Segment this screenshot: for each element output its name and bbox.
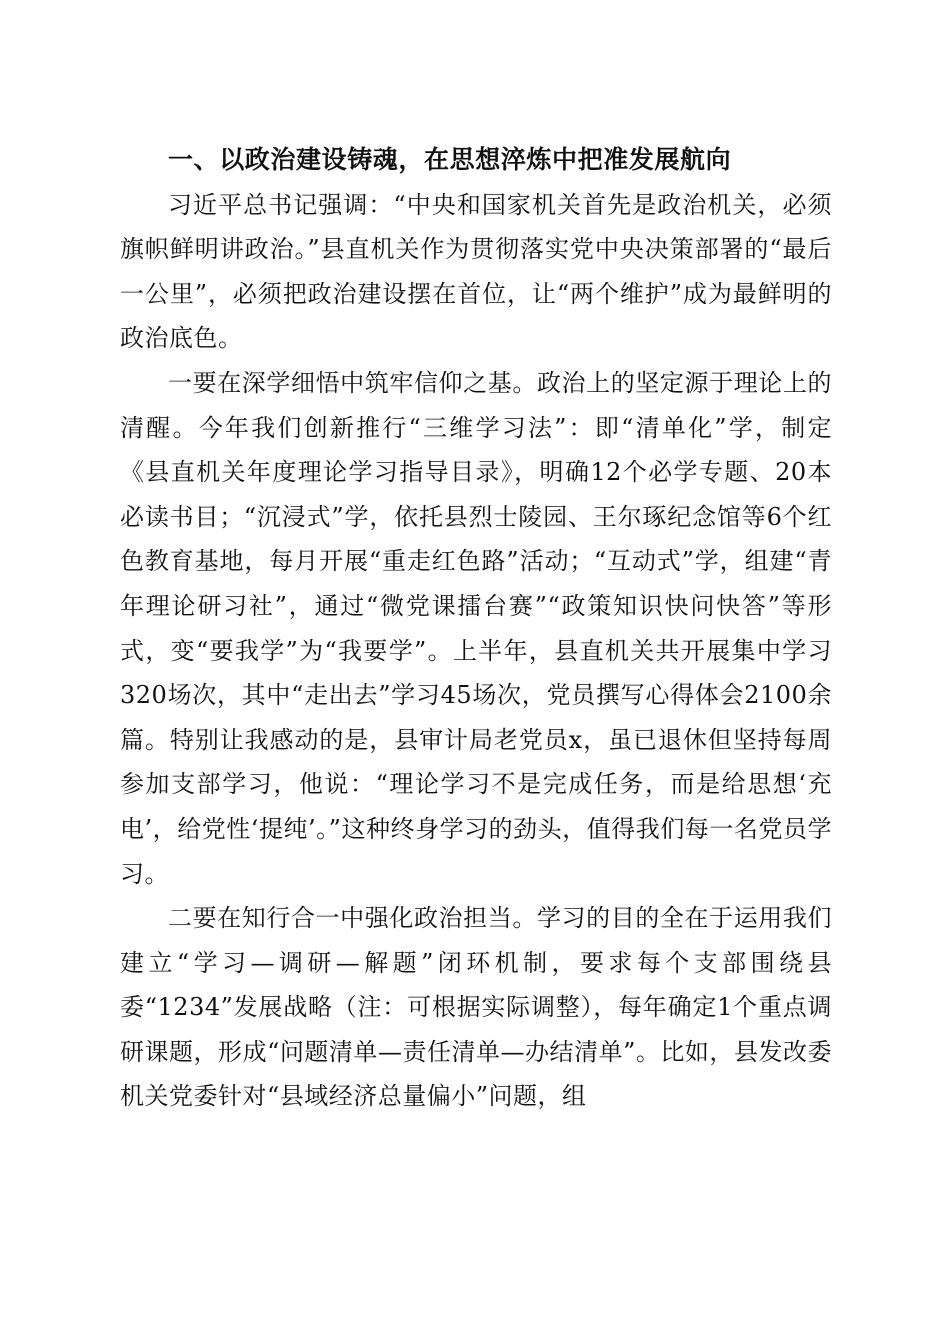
paragraph-intro: 习近平总书记强调：“中央和国家机关首先是政治机关，必须旗帜鲜明讲政治。”县直机关作为贯彻落实党中央决策部署的“最后一公里”，必须把政治建设摆在首位，让“两个维护”成为最鲜明的政治底色。 bbox=[120, 190, 832, 353]
paragraph-study: 一要在深学细悟中筑牢信仰之基。政治上的坚定源于理论上的清醒。今年我们创新推行“三维学习法”：即“清单化”学，制定《县直机关年度理论学习指导目录》，明确12个必学专题、20本必读书目；“沉浸式”学，依托县烈士陵园、王尔琢纪念馆等6个红色教育基地，每月开展“重走红色路”活动；“互动式”学，组建“青年理论研习社”，通过“微党课擂台赛”“政策知识快问快答”等形式，变“要我学”为“我要学”。上半年，县直机关共开展集中学习320场次，其中“走出去”学习45场次，党员撰写心得体会2100余篇。特别让我感动的是，县审计局老党员x，虽已退休但坚持每周参加支部学习，他说：“理论学习不是完成任务，而是给思想‘充电’，给党性‘提纯’。”这种终身学习的劲头，值得我们每一名党员学习。 bbox=[120, 368, 832, 888]
document-body bbox=[120, 138, 832, 1119]
section-heading: 一、以政治建设铸魂，在思想淬炼中把准发展航向 bbox=[168, 145, 732, 174]
paragraph-practice: 二要在知行合一中强化政治担当。学习的目的全在于运用我们建立“学习—调研—解题”闭环机制，要求每个支部围绕县委“1234”发展战略（注：可根据实际调整），每年确定1个重点调研课题，形成“问题清单—责任清单—办结清单”。比如，县发改委机关党委针对“县域经济总量偏小”问题，组 bbox=[120, 904, 832, 1111]
